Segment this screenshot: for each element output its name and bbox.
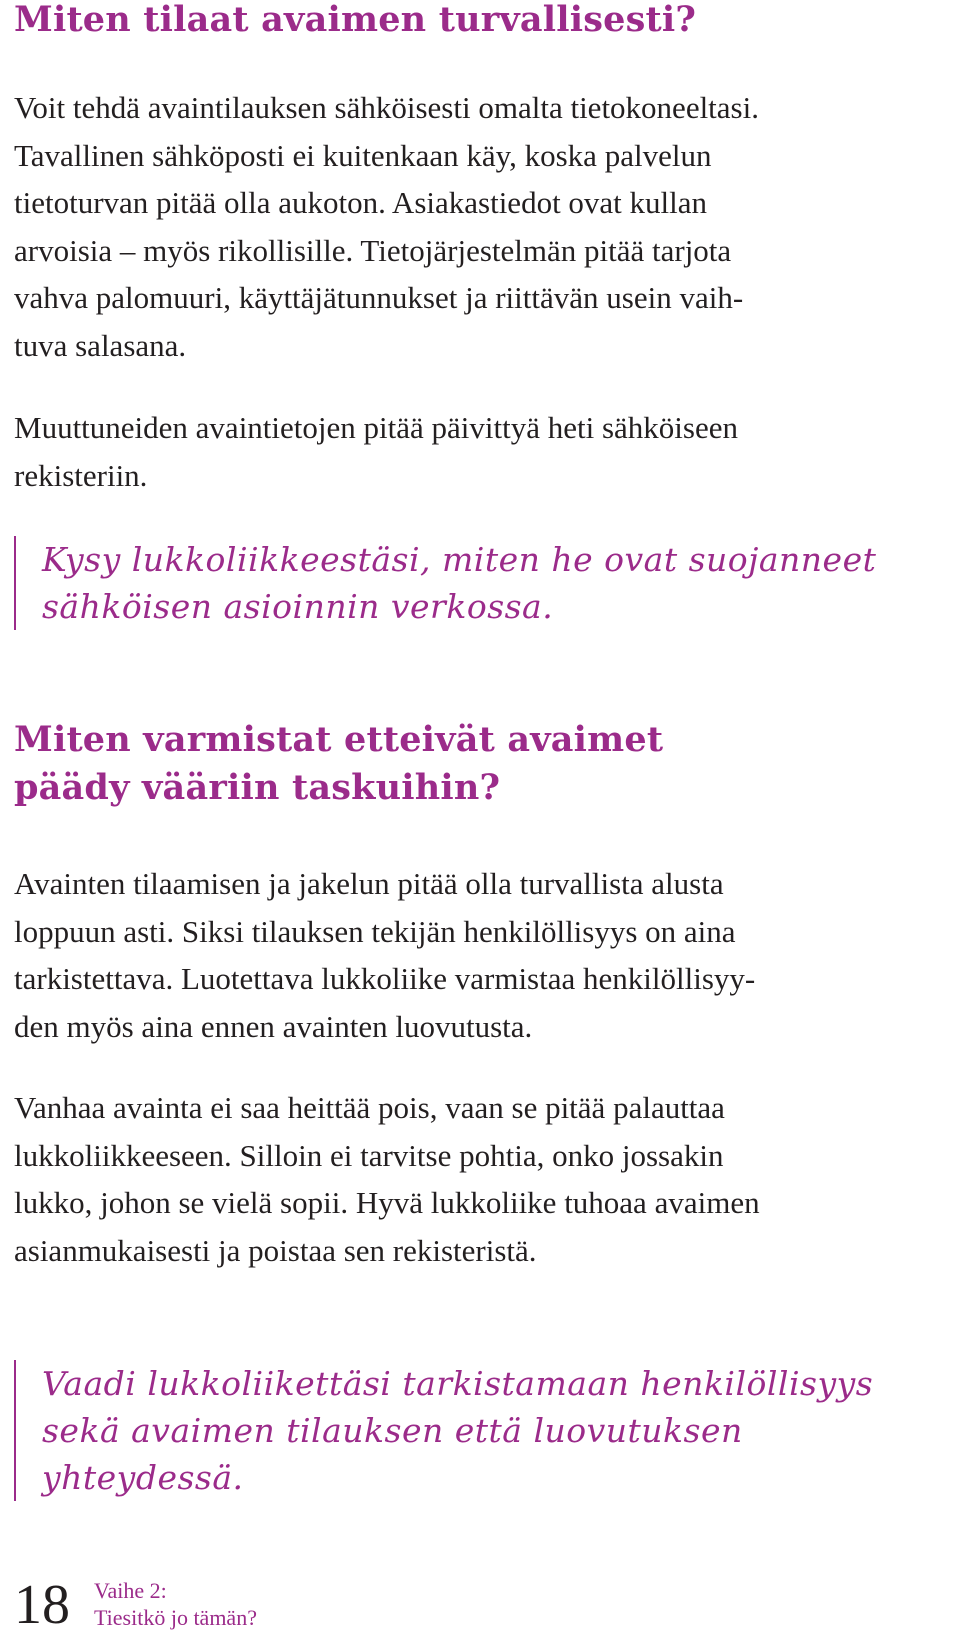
- section2-paragraph1: Avainten tilaamisen ja jakelun pitää olla turvallista alusta loppuun asti. Siksi tilauksen tekijän henkilöllisyys on aina tarkistettava. Luotettava lukkoliike varmistaa henkilöllisyy- den myös aina ennen avainten luovutusta.: [14, 866, 756, 1044]
- page-footer: [14, 1575, 257, 1635]
- page-number: 18: [14, 1574, 70, 1636]
- section1-paragraph1: Voit tehdä avaintilauksen sähköisesti omalta tietokoneeltasi. Tavallinen sähköposti ei kuitenkaan käy, koska palvelun tietoturvan pitää olla aukoton. Asiakastiedot ovat kullan arvoisia – myös rikollisille. Tietojärjestelmän pitää tarjota vahva palomuuri, käyttäjätunnukset ja riittävän usein vaih- tuva salasana.: [14, 90, 759, 363]
- section2-callout: Vaadi lukkoliikettäsi tarkistamaan henkilöllisyys sekä avaimen tilauksen että luovutuksen yhteydessä.: [14, 1360, 873, 1501]
- section2-heading: Miten varmistat etteivät avaimet päädy vääriin taskuihin?: [14, 719, 664, 808]
- section1-callout: Kysy lukkoliikkeestäsi, miten he ovat suojanneet sähköisen asioinnin verkossa.: [14, 536, 876, 630]
- section-label: Vaihe 2: Tiesitkö jo tämän?: [94, 1578, 257, 1630]
- section1-paragraph2: Muuttuneiden avaintietojen pitää päivittyä heti sähköiseen rekisteriin.: [14, 410, 738, 493]
- section2-paragraph2: Vanhaa avainta ei saa heittää pois, vaan se pitää palauttaa lukkoliikkeeseen. Silloin ei tarvitse pohtia, onko jossakin lukko, johon se vielä sopii. Hyvä lukkoliike tuhoaa avaimen asianmukaisesti ja poistaa sen rekisteristä.: [14, 1090, 760, 1268]
- section1-heading: Miten tilaat avaimen turvallisesti?: [14, 0, 697, 40]
